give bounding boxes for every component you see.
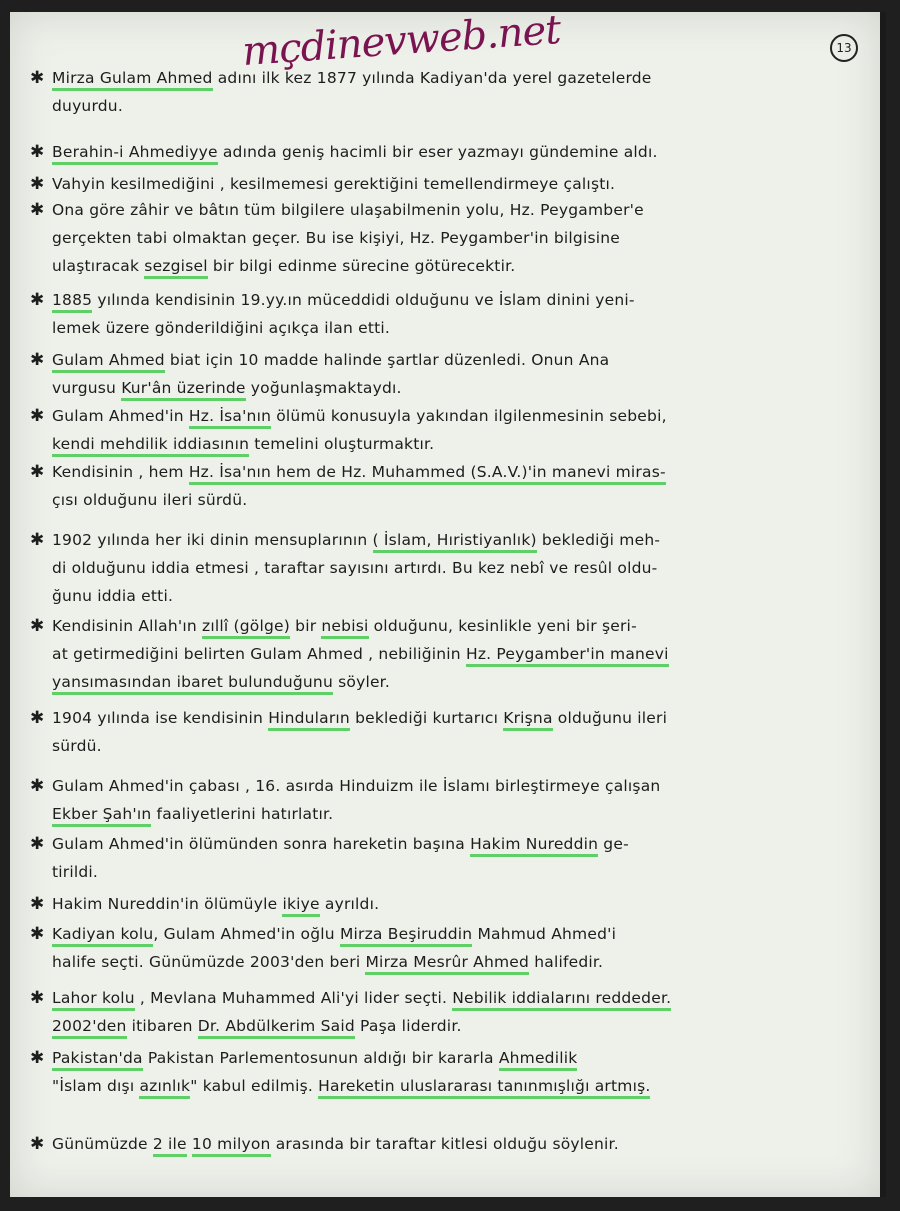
note-text: temelini oluşturmaktır. [249,435,435,453]
highlighted-text: Hz. Peygamber'in manevi [466,645,669,667]
highlighted-text: Mirza Gulam Ahmed [52,69,213,91]
note-line [30,170,860,198]
note-text: Hakim Nureddin'in ölümüyle [52,895,283,913]
note-item [30,170,860,198]
note-line [30,984,860,1012]
bullet-star-icon: ✱ [30,350,45,370]
note-text: Vahyin kesilmediğini , kesilmemesi gerektiğini temellendirmeye çalıştı. [52,175,616,193]
note-line [30,64,860,92]
bullet-star-icon: ✱ [30,616,45,636]
note-item [30,1130,860,1158]
note-text: Paşa liderdir. [354,1017,462,1035]
bullet-star-icon: ✱ [30,174,45,194]
note-line [30,1130,860,1158]
note-line [30,1012,860,1040]
highlighted-text: Ekber Şah'ın [52,805,151,827]
note-line [30,890,860,918]
note-line [30,668,860,696]
highlighted-text: Berahin-i Ahmediyye [52,143,218,165]
note-text: "İslam dışı [52,1077,140,1095]
note-item [30,138,860,166]
note-line [30,920,860,948]
note-text: adında geniş hacimli bir eser yazmayı gündemine aldı. [217,143,658,161]
note-line [30,830,860,858]
highlighted-text: 1885 [52,291,92,313]
bullet-star-icon: ✱ [30,924,45,944]
note-item [30,286,860,342]
note-text: Mahmud Ahmed'i [472,925,617,943]
note-line [30,612,860,640]
note-text: Gulam Ahmed'in ölümünden sonra hareketin başına [52,835,471,853]
note-text: Gulam Ahmed'in çabası , 16. asırda Hinduizm ile İslamı birleştirmeye çalışan [52,777,661,795]
note-text: Kendisinin Allah'ın [52,617,203,635]
note-item [30,772,860,828]
note-line [30,196,860,224]
note-text: halife seçti. Günümüzde 2003'den beri [52,953,366,971]
highlighted-text: Gulam Ahmed [52,351,165,373]
note-text: ulaştıracak [52,257,145,275]
note-text: , Gulam Ahmed'in oğlu [153,925,340,943]
note-item [30,984,860,1040]
bullet-star-icon: ✱ [30,406,45,426]
note-text: gerçekten tabi olmaktan geçer. Bu ise kişiyi, Hz. Peygamber'in bilgisine [52,229,620,247]
highlighted-text: Krişna [503,709,552,731]
note-text: olduğunu, kesinlikle yeni bir şeri- [368,617,637,635]
highlighted-text: kendi mehdilik iddiasının [52,435,249,457]
note-text: Kendisinin , hem [52,463,189,481]
note-line [30,1044,860,1072]
bullet-star-icon: ✱ [30,200,45,220]
note-text: yoğunlaşmaktaydı. [245,379,402,397]
note-line [30,800,860,828]
note-line [30,138,860,166]
note-line [30,374,860,402]
highlighted-text: 10 milyon [192,1135,271,1157]
note-line [30,402,860,430]
note-line [30,948,860,976]
note-line [30,252,860,280]
bullet-star-icon: ✱ [30,1048,45,1068]
highlighted-text: 2002'den [52,1017,127,1039]
note-text: itibaren [126,1017,198,1035]
bullet-star-icon: ✱ [30,142,45,162]
bullet-star-icon: ✱ [30,834,45,854]
highlighted-text: Nebilik iddialarını reddeder. [452,989,671,1011]
note-line [30,486,860,514]
note-text: vurgusu [52,379,122,397]
notebook-page [10,6,886,1197]
note-text: , Mevlana Muhammed Ali'yi lider seçti. [134,989,453,1007]
note-item [30,890,860,918]
page-number: 13 [830,34,858,62]
highlighted-text: nebisi [321,617,368,639]
note-text: duyurdu. [52,97,123,115]
note-text: ayrıldı. [319,895,380,913]
highlighted-text: zıllî (gölge) [202,617,290,639]
note-line [30,286,860,314]
highlighted-text: Ahmedilik [499,1049,578,1071]
note-line [30,1072,860,1100]
note-text: ölümü konusuyla yakından ilgilenmesinin sebebi, [271,407,667,425]
highlighted-text: Kur'ân üzerinde [121,379,245,401]
bullet-star-icon: ✱ [30,1134,45,1154]
note-text: at getirmediğini belirten Gulam Ahmed , nebiliğinin [52,645,466,663]
highlighted-text: Hz. İsa'nın hem de Hz. Muhammed (S.A.V.)'in manevi miras- [189,463,666,485]
note-line [30,582,860,610]
note-item [30,458,860,514]
note-text: olduğunu ileri [552,709,668,727]
note-text: halifedir. [529,953,604,971]
note-text: bir bilgi edinme sürecine götürecektir. [207,257,516,275]
highlighted-text: Mirza Beşiruddin [340,925,472,947]
note-item [30,830,860,886]
highlighted-text: Hareketin uluslararası tanınmışlığı artmış. [318,1077,650,1099]
note-line [30,772,860,800]
note-item [30,1044,860,1100]
note-text: beklediği meh- [536,531,661,549]
highlighted-text: Dr. Abdülkerim Said [198,1017,355,1039]
note-text: " kabul edilmiş. [190,1077,319,1095]
bullet-star-icon: ✱ [30,776,45,796]
highlighted-text: azınlık [139,1077,190,1099]
note-text: ge- [598,835,629,853]
note-text: bir [290,617,322,635]
note-item [30,526,860,610]
highlighted-text: Mirza Mesrûr Ahmed [365,953,529,975]
note-line [30,92,860,120]
note-text: faaliyetlerini hatırlatır. [151,805,334,823]
bullet-star-icon: ✱ [30,708,45,728]
highlighted-text: Pakistan'da [52,1049,143,1071]
highlighted-text: ( İslam, Hıristiyanlık) [373,531,537,553]
bullet-star-icon: ✱ [30,894,45,914]
note-item [30,402,860,458]
note-line [30,224,860,252]
note-item [30,64,860,120]
note-text: 1904 yılında ise kendisinin [52,709,269,727]
highlighted-text: sezgisel [144,257,207,279]
note-item [30,920,860,976]
highlighted-text: ikiye [282,895,319,917]
watermark-logo: mçdinevweb.net [240,6,562,76]
note-text: çısı olduğunu ileri sürdü. [52,491,248,509]
note-text: sürdü. [52,737,102,755]
highlighted-text: Hakim Nureddin [470,835,598,857]
note-line [30,858,860,886]
highlighted-text: Kadiyan kolu [52,925,153,947]
note-text: beklediği kurtarıcı [349,709,504,727]
note-line [30,732,860,760]
note-line [30,314,860,342]
note-text: biat için 10 madde halinde şartlar düzenledi. Onun Ana [164,351,610,369]
note-item [30,704,860,760]
note-line [30,704,860,732]
note-item [30,346,860,402]
bullet-star-icon: ✱ [30,68,45,88]
note-text: Günümüzde [52,1135,153,1153]
note-text: Gulam Ahmed'in [52,407,189,425]
highlighted-text: Lahor kolu [52,989,135,1011]
note-line [30,346,860,374]
note-text: Pakistan Parlementosunun aldığı bir kararla [142,1049,499,1067]
note-line [30,554,860,582]
note-line [30,640,860,668]
highlighted-text: Hz. İsa'nın [189,407,271,429]
highlighted-text: 2 ile [153,1135,187,1157]
bullet-star-icon: ✱ [30,530,45,550]
bullet-star-icon: ✱ [30,988,45,1008]
notes-list [10,12,880,1197]
note-text: di olduğunu iddia etmesi , taraftar sayısını artırdı. Bu kez nebî ve resûl oldu- [52,559,658,577]
note-line [30,430,860,458]
highlighted-text: Hinduların [268,709,350,731]
note-text: söyler. [332,673,390,691]
note-text: adını ilk kez 1877 yılında Kadiyan'da yerel gazetelerde [212,69,652,87]
note-text: lemek üzere gönderildiğini açıkça ilan etti. [52,319,391,337]
bullet-star-icon: ✱ [30,290,45,310]
note-line [30,458,860,486]
bullet-star-icon: ✱ [30,462,45,482]
note-item [30,612,860,696]
note-text: ğunu iddia etti. [52,587,174,605]
note-text: tirildi. [52,863,99,881]
note-item [30,196,860,280]
note-text: Ona göre zâhir ve bâtın tüm bilgilere ulaşabilmenin yolu, Hz. Peygamber'e [52,201,644,219]
note-text: 1902 yılında her iki dinin mensuplarının [52,531,373,549]
highlighted-text: yansımasından ibaret bulunduğunu [52,673,333,695]
note-text: arasında bir taraftar kitlesi olduğu söylenir. [270,1135,619,1153]
note-line [30,526,860,554]
note-text: yılında kendisinin 19.yy.ın müceddidi olduğunu ve İslam dinini yeni- [92,291,635,309]
